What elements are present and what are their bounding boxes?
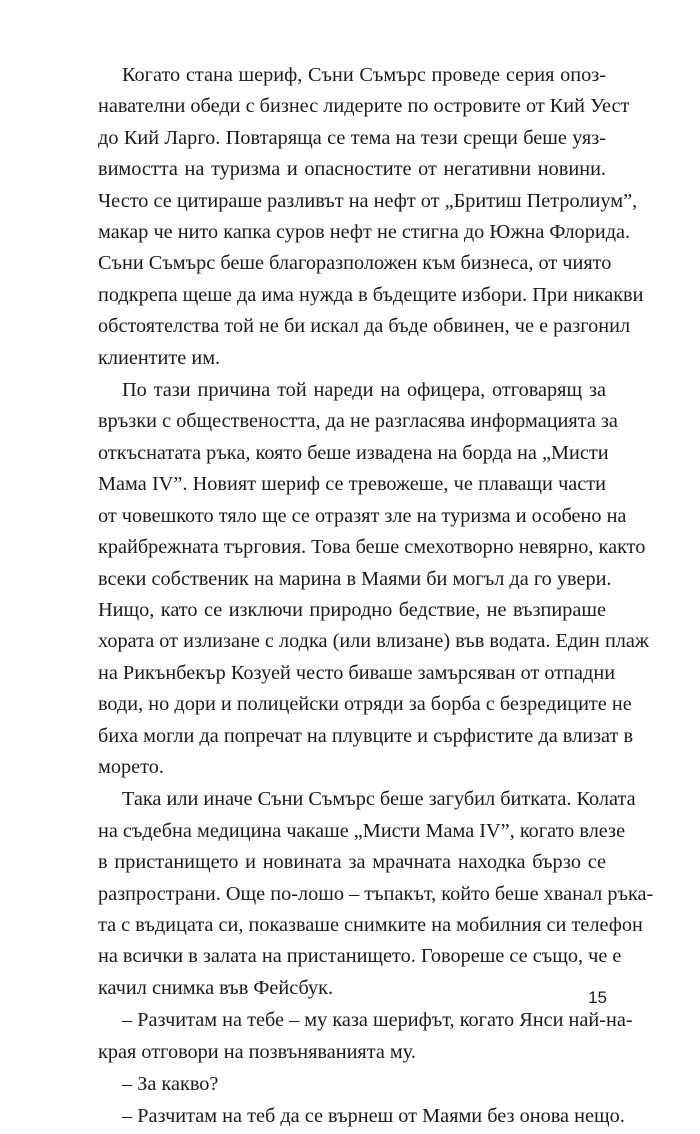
- text-line: клиентите им.: [98, 346, 221, 369]
- text-line: на всички в залата на пристанището. Говореше се също, че е: [98, 945, 622, 968]
- text-line: морето.: [98, 755, 164, 778]
- text-line: По тази причина той нареди на офицера, отговарящ за: [122, 379, 606, 402]
- text-line: води, но дори и полицейски отряди за борба с безредиците не: [98, 693, 632, 716]
- text-line: Мама IV”. Новият шериф се тревожеше, че плаващи части: [98, 473, 606, 496]
- paragraph: [98, 1069, 606, 1100]
- paragraph: [98, 60, 644, 374]
- text-line: Често се цитираше разливът на нефт от „Бритиш Петролиум”,: [98, 189, 638, 212]
- text-line: Нищо, като се изключи природно бедствие, не възпираше: [98, 598, 606, 621]
- text-line: края отговори на позвъняванията му.: [98, 1040, 416, 1063]
- text-line: крайбрежната търговия. Това беше смехотворно невярно, както: [98, 536, 646, 559]
- text-line: – Разчитам на тебе – му каза шерифът, когато Янси най-на-: [122, 1009, 633, 1032]
- text-line: та с въдицата си, показваше снимките на мобилния си телефон: [98, 913, 643, 936]
- text-line: навателни обеди с бизнес лидерите по островите от Кий Уест: [98, 95, 630, 118]
- text-line: откъснатата ръка, която беше извадена на борда на „Мисти: [98, 441, 609, 464]
- text-line: вимостта на туризма и опасностите от негативни новини.: [98, 158, 606, 181]
- text-line: биха могли да попречат на плувците и сърфистите да влизат в: [98, 724, 634, 747]
- text-line: Съни Съмърс беше благоразположен към бизнеса, от чиято: [98, 252, 612, 275]
- text-line: Така или иначе Съни Съмърс беше загубил битката. Колата: [122, 788, 636, 811]
- text-line: – Разчитам на теб да се върнеш от Маями без онова нещо.: [122, 1105, 625, 1128]
- text-line: връзки с обществеността, да не разгласява информацията за: [98, 410, 618, 433]
- text-line: макар че нито капка суров нефт не стигна до Южна Флорида.: [98, 221, 631, 244]
- text-line: до Кий Ларго. Повтаряща се тема на тези срещи беше уяз-: [98, 126, 606, 149]
- text-line: всеки собственик на марина в Маями би могъл да го увери.: [98, 567, 612, 590]
- page-number: 15: [588, 988, 607, 1007]
- page-body: [98, 60, 654, 1134]
- text-line: обстоятелства той не би искал да бъде обвинен, че е разгонил: [98, 315, 631, 338]
- text-line: подкрепа щеше да има нужда в бъдещите избори. При никакви: [98, 283, 644, 306]
- text-line: хората от излизане с лодка (или влизане) във водата. Един плаж: [98, 630, 649, 653]
- text-line: в пристанището и новината за мрачната находка бързо се: [98, 851, 606, 874]
- text-line: Когато стана шериф, Съни Съмърс проведе серия опоз-: [122, 64, 606, 86]
- text-line: от човешкото тяло ще се отразят зле на туризма и особено на: [98, 504, 627, 527]
- text-line: – За какво?: [122, 1073, 219, 1095]
- paragraph: [98, 375, 649, 783]
- text-line: разпространи. Още по-лошо – тъпакът, който беше хванал ръка-: [98, 882, 654, 905]
- paragraph: [98, 784, 654, 1004]
- text-line: на съдебна медицина чакаше „Мисти Мама IV”, когато влезе: [98, 819, 626, 842]
- text-line: качил снимка във Фейсбук.: [98, 976, 334, 999]
- text-line: на Рикънбекър Козуей често биваше замърсяван от отпадни: [98, 661, 616, 684]
- paragraph: [98, 1005, 633, 1068]
- paragraph: [98, 1101, 625, 1132]
